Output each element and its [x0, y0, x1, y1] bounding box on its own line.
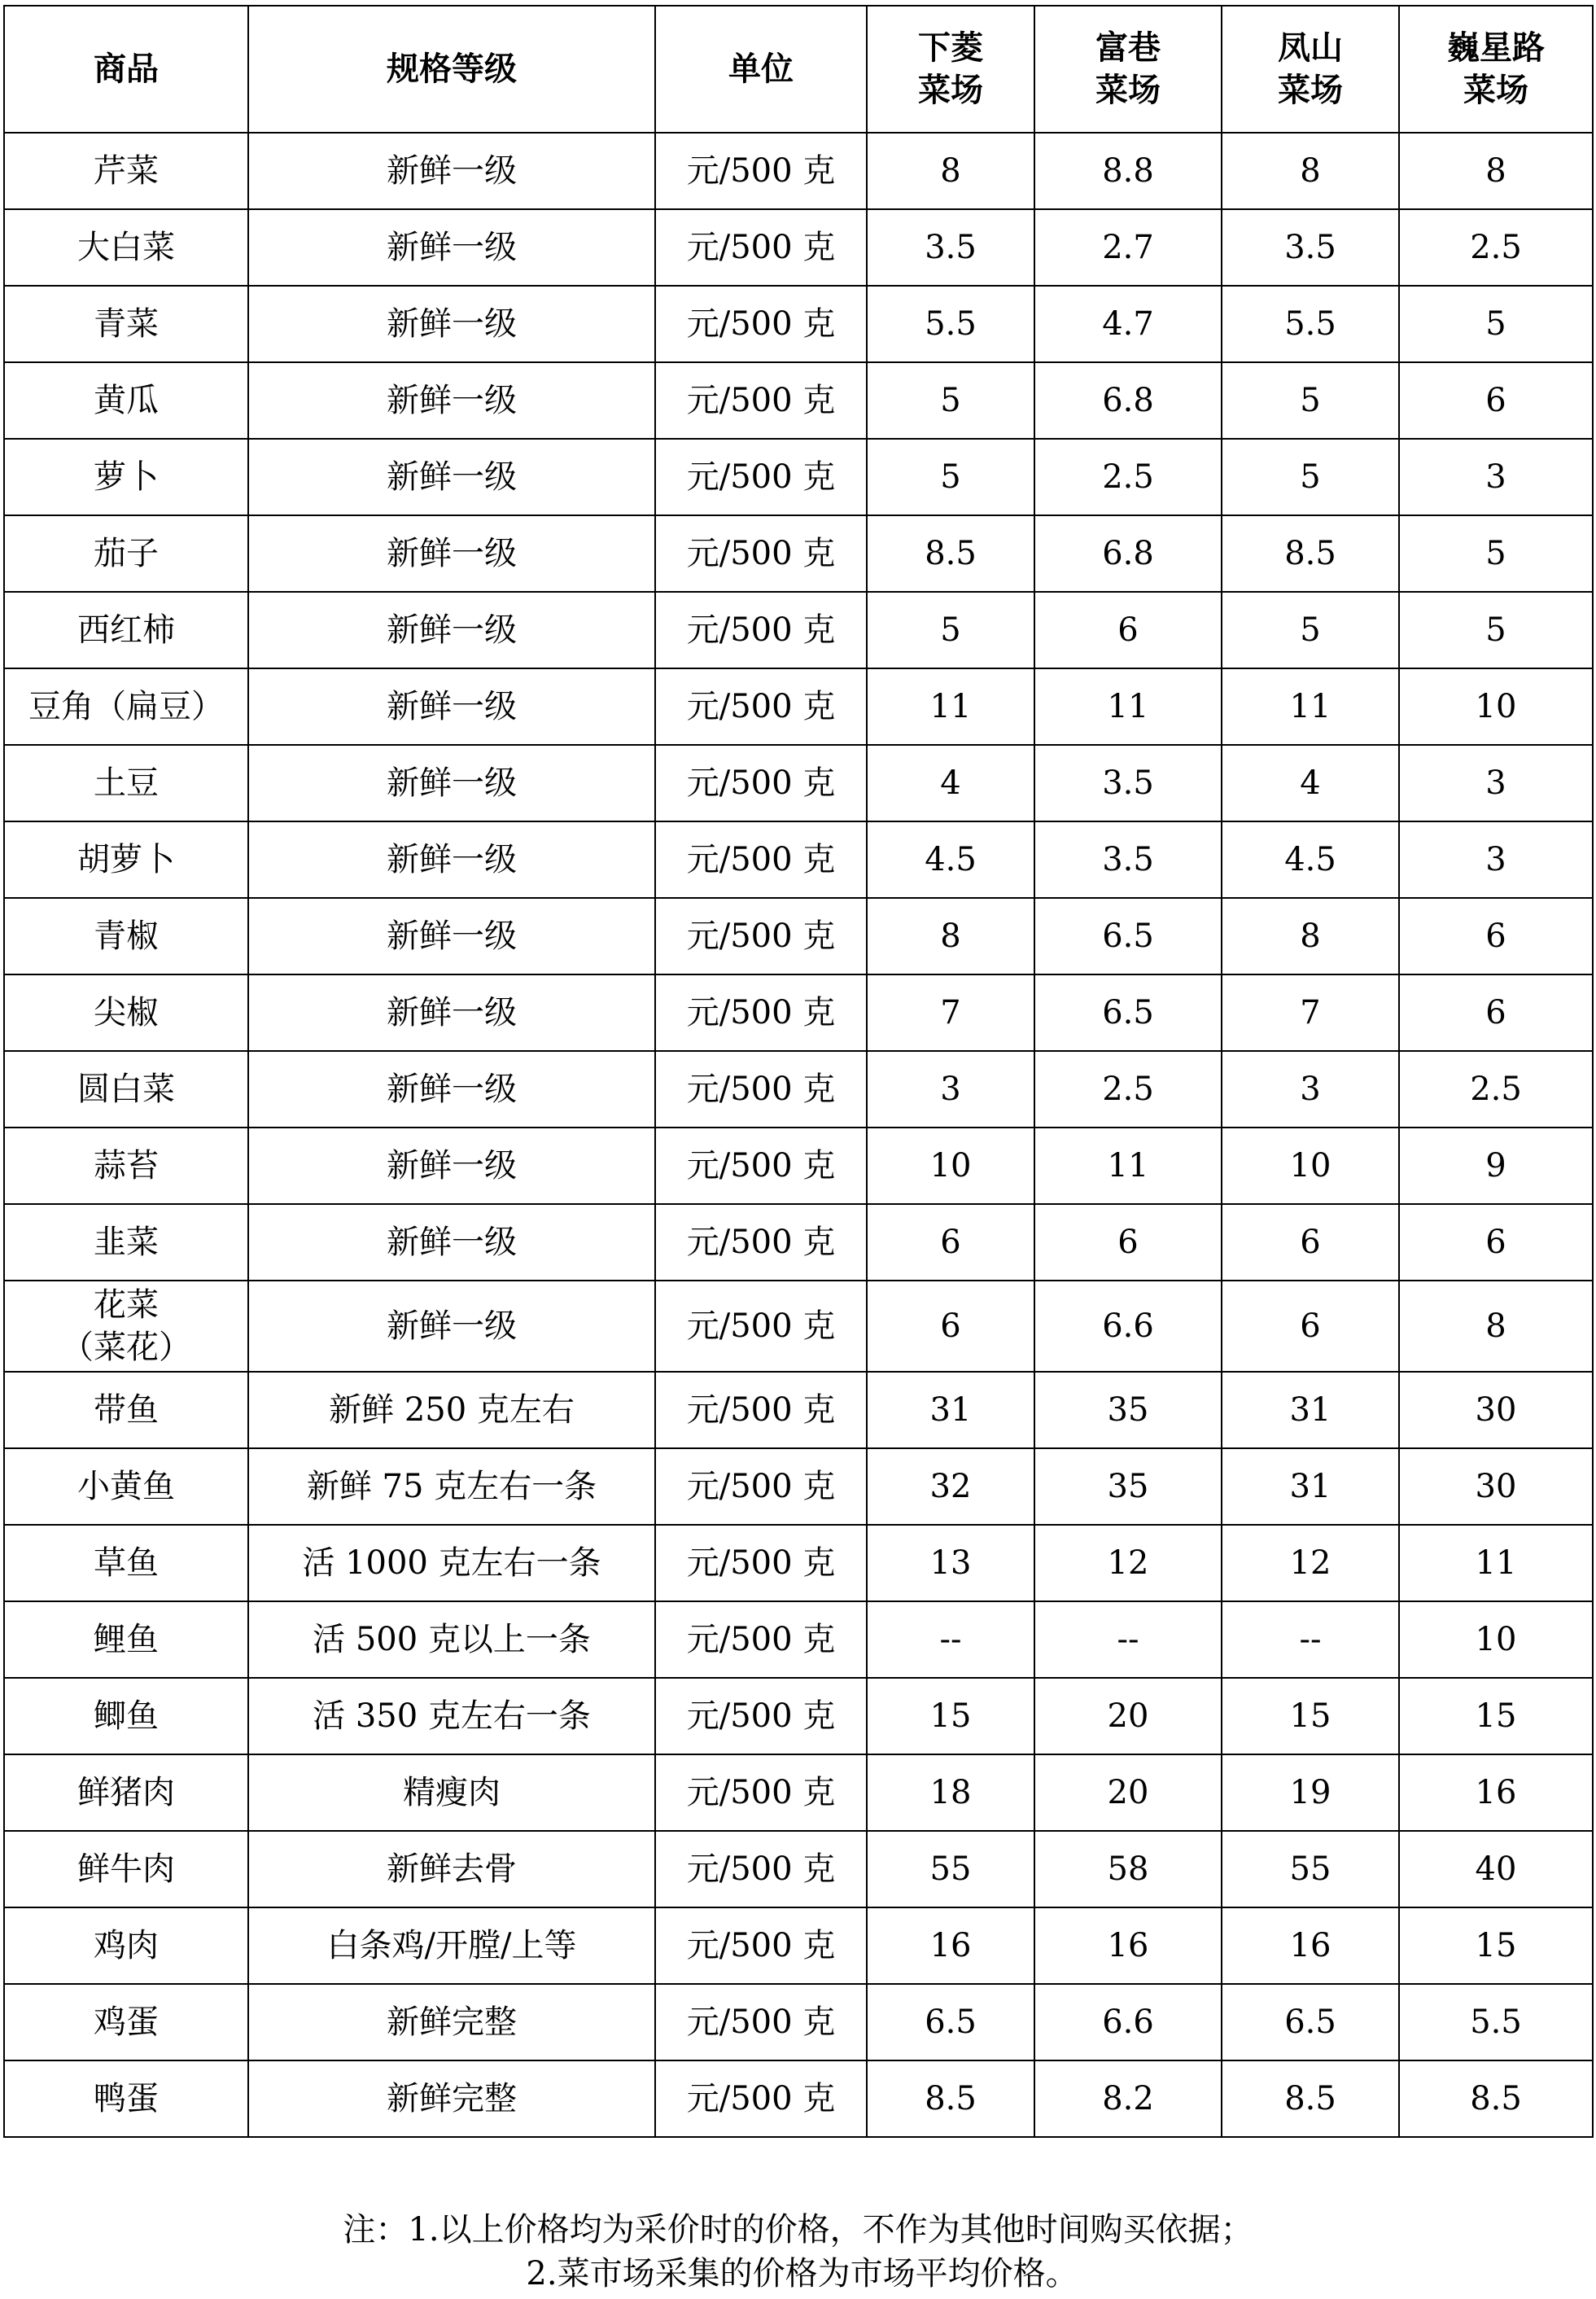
cell-specification-grade: 新鲜一级: [248, 515, 655, 592]
cell-fuxiang-market: 3.5: [1034, 745, 1222, 821]
cell-xialing-market: 55: [867, 1831, 1034, 1907]
cell-commodity: 小黄鱼: [4, 1448, 248, 1525]
cell-weixinglu-market: 5: [1399, 515, 1593, 592]
cell-commodity: 萝卜: [4, 439, 248, 515]
cell-specification-grade: 新鲜一级: [248, 1128, 655, 1204]
cell-commodity: 鸡蛋: [4, 1984, 248, 2060]
cell-commodity: 草鱼: [4, 1525, 248, 1601]
cell-weixinglu-market: 3: [1399, 821, 1593, 898]
cell-specification-grade: 新鲜一级: [248, 821, 655, 898]
cell-fengshan-market: 11: [1222, 668, 1399, 745]
cell-commodity: 带鱼: [4, 1372, 248, 1448]
cell-commodity: 土豆: [4, 745, 248, 821]
cell-weixinglu-market: 5.5: [1399, 1984, 1593, 2060]
table-row: [4, 1128, 1593, 1204]
cell-xialing-market: 5: [867, 362, 1034, 439]
cell-xialing-market: 8.5: [867, 515, 1034, 592]
cell-fengshan-market: 10: [1222, 1128, 1399, 1204]
cell-xialing-market: 13: [867, 1525, 1034, 1601]
table-row: [4, 1601, 1593, 1678]
cell-commodity: 茄子: [4, 515, 248, 592]
cell-unit: 元/500 克: [655, 439, 867, 515]
cell-weixinglu-market: 16: [1399, 1754, 1593, 1831]
header-specification-grade: 规格等级: [248, 6, 655, 133]
cell-fengshan-market: 8.5: [1222, 2060, 1399, 2137]
cell-xialing-market: 3: [867, 1051, 1034, 1128]
cell-unit: 元/500 克: [655, 668, 867, 745]
cell-fuxiang-market: 20: [1034, 1678, 1222, 1754]
cell-fuxiang-market: 3.5: [1034, 821, 1222, 898]
cell-fuxiang-market: 6.6: [1034, 1984, 1222, 2060]
cell-specification-grade: 新鲜完整: [248, 1984, 655, 2060]
cell-unit: 元/500 克: [655, 2060, 867, 2137]
cell-specification-grade: 白条鸡/开膛/上等: [248, 1907, 655, 1984]
footnote-line-1: 注：1.以上价格均为采价时的价格，不作为其他时间购买依据；: [343, 2211, 1253, 2249]
cell-fengshan-market: 55: [1222, 1831, 1399, 1907]
cell-fuxiang-market: 11: [1034, 1128, 1222, 1204]
cell-commodity: 鲜牛肉: [4, 1831, 248, 1907]
table-row: [4, 1281, 1593, 1372]
cell-fuxiang-market: 6.8: [1034, 515, 1222, 592]
cell-specification-grade: 活 350 克左右一条: [248, 1678, 655, 1754]
cell-xialing-market: 8: [867, 133, 1034, 209]
cell-specification-grade: 新鲜一级: [248, 439, 655, 515]
cell-weixinglu-market: 10: [1399, 668, 1593, 745]
cell-unit: 元/500 克: [655, 745, 867, 821]
cell-fuxiang-market: --: [1034, 1601, 1222, 1678]
cell-fuxiang-market: 4.7: [1034, 286, 1222, 362]
cell-weixinglu-market: 8: [1399, 1281, 1593, 1372]
table-row: [4, 1525, 1593, 1601]
table-row: [4, 1754, 1593, 1831]
cell-unit: 元/500 克: [655, 1448, 867, 1525]
cell-fuxiang-market: 35: [1034, 1372, 1222, 1448]
cell-commodity: 花菜 （菜花）: [4, 1281, 248, 1372]
cell-unit: 元/500 克: [655, 592, 867, 668]
cell-weixinglu-market: 15: [1399, 1907, 1593, 1984]
cell-commodity: 鸭蛋: [4, 2060, 248, 2137]
cell-xialing-market: 7: [867, 974, 1034, 1051]
cell-specification-grade: 新鲜 75 克左右一条: [248, 1448, 655, 1525]
cell-commodity: 尖椒: [4, 974, 248, 1051]
cell-commodity: 黄瓜: [4, 362, 248, 439]
cell-specification-grade: 新鲜完整: [248, 2060, 655, 2137]
cell-unit: 元/500 克: [655, 974, 867, 1051]
cell-weixinglu-market: 40: [1399, 1831, 1593, 1907]
cell-xialing-market: 11: [867, 668, 1034, 745]
header-fuxiang-market: 富巷 菜场: [1034, 6, 1222, 133]
table-row: [4, 898, 1593, 974]
cell-specification-grade: 新鲜一级: [248, 1051, 655, 1128]
cell-specification-grade: 新鲜一级: [248, 209, 655, 286]
cell-specification-grade: 新鲜一级: [248, 668, 655, 745]
cell-commodity: 青椒: [4, 898, 248, 974]
cell-unit: 元/500 克: [655, 209, 867, 286]
cell-fuxiang-market: 35: [1034, 1448, 1222, 1525]
cell-unit: 元/500 克: [655, 1525, 867, 1601]
cell-xialing-market: 3.5: [867, 209, 1034, 286]
cell-specification-grade: 新鲜一级: [248, 362, 655, 439]
cell-fuxiang-market: 6.8: [1034, 362, 1222, 439]
table-row: [4, 1907, 1593, 1984]
cell-commodity: 圆白菜: [4, 1051, 248, 1128]
table-row: [4, 209, 1593, 286]
cell-weixinglu-market: 3: [1399, 745, 1593, 821]
cell-weixinglu-market: 6: [1399, 1204, 1593, 1281]
cell-fuxiang-market: 2.5: [1034, 439, 1222, 515]
cell-fengshan-market: 15: [1222, 1678, 1399, 1754]
cell-unit: 元/500 克: [655, 1372, 867, 1448]
cell-commodity: 鲤鱼: [4, 1601, 248, 1678]
table-row: [4, 1051, 1593, 1128]
cell-fuxiang-market: 58: [1034, 1831, 1222, 1907]
cell-xialing-market: 15: [867, 1678, 1034, 1754]
cell-xialing-market: 6: [867, 1204, 1034, 1281]
cell-unit: 元/500 克: [655, 1128, 867, 1204]
table-row: [4, 133, 1593, 209]
cell-xialing-market: 8.5: [867, 2060, 1034, 2137]
cell-specification-grade: 新鲜一级: [248, 745, 655, 821]
cell-xialing-market: 18: [867, 1754, 1034, 1831]
cell-fengshan-market: 12: [1222, 1525, 1399, 1601]
cell-weixinglu-market: 2.5: [1399, 209, 1593, 286]
cell-commodity: 大白菜: [4, 209, 248, 286]
table-row: [4, 1678, 1593, 1754]
cell-fengshan-market: 5: [1222, 592, 1399, 668]
cell-fengshan-market: 8: [1222, 133, 1399, 209]
cell-xialing-market: 6: [867, 1281, 1034, 1372]
cell-fuxiang-market: 11: [1034, 668, 1222, 745]
cell-unit: 元/500 克: [655, 1754, 867, 1831]
cell-specification-grade: 精瘦肉: [248, 1754, 655, 1831]
footnote: [0, 2208, 1596, 2296]
header-weixinglu-market: 巍星路 菜场: [1399, 6, 1593, 133]
cell-weixinglu-market: 30: [1399, 1372, 1593, 1448]
cell-unit: 元/500 克: [655, 515, 867, 592]
cell-specification-grade: 新鲜一级: [248, 898, 655, 974]
cell-fengshan-market: 7: [1222, 974, 1399, 1051]
cell-xialing-market: 10: [867, 1128, 1034, 1204]
cell-xialing-market: 5.5: [867, 286, 1034, 362]
cell-fengshan-market: 4: [1222, 745, 1399, 821]
cell-weixinglu-market: 6: [1399, 898, 1593, 974]
cell-fengshan-market: 3: [1222, 1051, 1399, 1128]
cell-fengshan-market: 5: [1222, 439, 1399, 515]
cell-unit: 元/500 克: [655, 821, 867, 898]
cell-commodity: 鲫鱼: [4, 1678, 248, 1754]
table-row: [4, 1204, 1593, 1281]
table-row: [4, 1372, 1593, 1448]
cell-xialing-market: 4.5: [867, 821, 1034, 898]
cell-fuxiang-market: 8.8: [1034, 133, 1222, 209]
price-table: [3, 5, 1594, 2138]
table-row: [4, 439, 1593, 515]
cell-unit: 元/500 克: [655, 133, 867, 209]
cell-xialing-market: --: [867, 1601, 1034, 1678]
cell-xialing-market: 8: [867, 898, 1034, 974]
cell-unit: 元/500 克: [655, 898, 867, 974]
cell-unit: 元/500 克: [655, 1601, 867, 1678]
table-row: [4, 974, 1593, 1051]
cell-xialing-market: 31: [867, 1372, 1034, 1448]
table-row: [4, 592, 1593, 668]
cell-weixinglu-market: 11: [1399, 1525, 1593, 1601]
cell-fengshan-market: 8.5: [1222, 515, 1399, 592]
cell-weixinglu-market: 15: [1399, 1678, 1593, 1754]
cell-fengshan-market: 6: [1222, 1281, 1399, 1372]
cell-specification-grade: 新鲜一级: [248, 133, 655, 209]
cell-specification-grade: 新鲜 250 克左右: [248, 1372, 655, 1448]
cell-commodity: 鲜猪肉: [4, 1754, 248, 1831]
footnote-line-2: 2.菜市场采集的价格为市场平均价格。: [526, 2255, 1078, 2292]
header-xialing-market: 下菱 菜场: [867, 6, 1034, 133]
cell-fengshan-market: 5.5: [1222, 286, 1399, 362]
cell-fengshan-market: --: [1222, 1601, 1399, 1678]
table-row: [4, 1831, 1593, 1907]
table-row: [4, 668, 1593, 745]
cell-fengshan-market: 16: [1222, 1907, 1399, 1984]
cell-fengshan-market: 6: [1222, 1204, 1399, 1281]
cell-commodity: 芹菜: [4, 133, 248, 209]
cell-xialing-market: 6.5: [867, 1984, 1034, 2060]
cell-unit: 元/500 克: [655, 1678, 867, 1754]
cell-weixinglu-market: 9: [1399, 1128, 1593, 1204]
cell-fuxiang-market: 16: [1034, 1907, 1222, 1984]
cell-fengshan-market: 31: [1222, 1372, 1399, 1448]
cell-weixinglu-market: 5: [1399, 286, 1593, 362]
cell-commodity: 西红柿: [4, 592, 248, 668]
cell-fuxiang-market: 6: [1034, 1204, 1222, 1281]
header-row: [4, 6, 1593, 133]
cell-unit: 元/500 克: [655, 1907, 867, 1984]
cell-unit: 元/500 克: [655, 1831, 867, 1907]
cell-fengshan-market: 5: [1222, 362, 1399, 439]
cell-xialing-market: 5: [867, 592, 1034, 668]
cell-weixinglu-market: 2.5: [1399, 1051, 1593, 1128]
cell-commodity: 胡萝卜: [4, 821, 248, 898]
cell-specification-grade: 新鲜一级: [248, 592, 655, 668]
table-row: [4, 821, 1593, 898]
cell-weixinglu-market: 6: [1399, 974, 1593, 1051]
cell-fuxiang-market: 20: [1034, 1754, 1222, 1831]
cell-commodity: 韭菜: [4, 1204, 248, 1281]
cell-specification-grade: 新鲜去骨: [248, 1831, 655, 1907]
cell-commodity: 鸡肉: [4, 1907, 248, 1984]
cell-fuxiang-market: 6.6: [1034, 1281, 1222, 1372]
cell-fuxiang-market: 12: [1034, 1525, 1222, 1601]
cell-unit: 元/500 克: [655, 286, 867, 362]
cell-weixinglu-market: 10: [1399, 1601, 1593, 1678]
cell-specification-grade: 新鲜一级: [248, 1281, 655, 1372]
cell-weixinglu-market: 3: [1399, 439, 1593, 515]
table-row: [4, 515, 1593, 592]
cell-specification-grade: 新鲜一级: [248, 1204, 655, 1281]
table-row: [4, 1984, 1593, 2060]
cell-xialing-market: 16: [867, 1907, 1034, 1984]
cell-specification-grade: 新鲜一级: [248, 286, 655, 362]
cell-weixinglu-market: 6: [1399, 362, 1593, 439]
header-unit: 单位: [655, 6, 867, 133]
table-row: [4, 362, 1593, 439]
table-row: [4, 745, 1593, 821]
cell-fengshan-market: 8: [1222, 898, 1399, 974]
cell-fuxiang-market: 2.7: [1034, 209, 1222, 286]
cell-fuxiang-market: 6.5: [1034, 898, 1222, 974]
cell-fengshan-market: 4.5: [1222, 821, 1399, 898]
cell-unit: 元/500 克: [655, 1281, 867, 1372]
cell-fengshan-market: 3.5: [1222, 209, 1399, 286]
cell-fuxiang-market: 6: [1034, 592, 1222, 668]
cell-commodity: 蒜苔: [4, 1128, 248, 1204]
cell-weixinglu-market: 8.5: [1399, 2060, 1593, 2137]
header-fengshan-market: 凤山 菜场: [1222, 6, 1399, 133]
header-commodity: 商品: [4, 6, 248, 133]
table-row: [4, 1448, 1593, 1525]
cell-fengshan-market: 19: [1222, 1754, 1399, 1831]
cell-unit: 元/500 克: [655, 1204, 867, 1281]
cell-unit: 元/500 克: [655, 362, 867, 439]
cell-xialing-market: 4: [867, 745, 1034, 821]
cell-weixinglu-market: 30: [1399, 1448, 1593, 1525]
cell-unit: 元/500 克: [655, 1051, 867, 1128]
cell-xialing-market: 5: [867, 439, 1034, 515]
table-body: [4, 133, 1593, 2137]
cell-weixinglu-market: 5: [1399, 592, 1593, 668]
cell-fuxiang-market: 2.5: [1034, 1051, 1222, 1128]
cell-fengshan-market: 31: [1222, 1448, 1399, 1525]
cell-specification-grade: 活 500 克以上一条: [248, 1601, 655, 1678]
table-row: [4, 2060, 1593, 2137]
cell-fuxiang-market: 8.2: [1034, 2060, 1222, 2137]
cell-specification-grade: 新鲜一级: [248, 974, 655, 1051]
cell-fuxiang-market: 6.5: [1034, 974, 1222, 1051]
cell-unit: 元/500 克: [655, 1984, 867, 2060]
cell-commodity: 青菜: [4, 286, 248, 362]
cell-xialing-market: 32: [867, 1448, 1034, 1525]
cell-weixinglu-market: 8: [1399, 133, 1593, 209]
cell-specification-grade: 活 1000 克左右一条: [248, 1525, 655, 1601]
cell-fengshan-market: 6.5: [1222, 1984, 1399, 2060]
cell-commodity: 豆角（扁豆）: [4, 668, 248, 745]
table-row: [4, 286, 1593, 362]
